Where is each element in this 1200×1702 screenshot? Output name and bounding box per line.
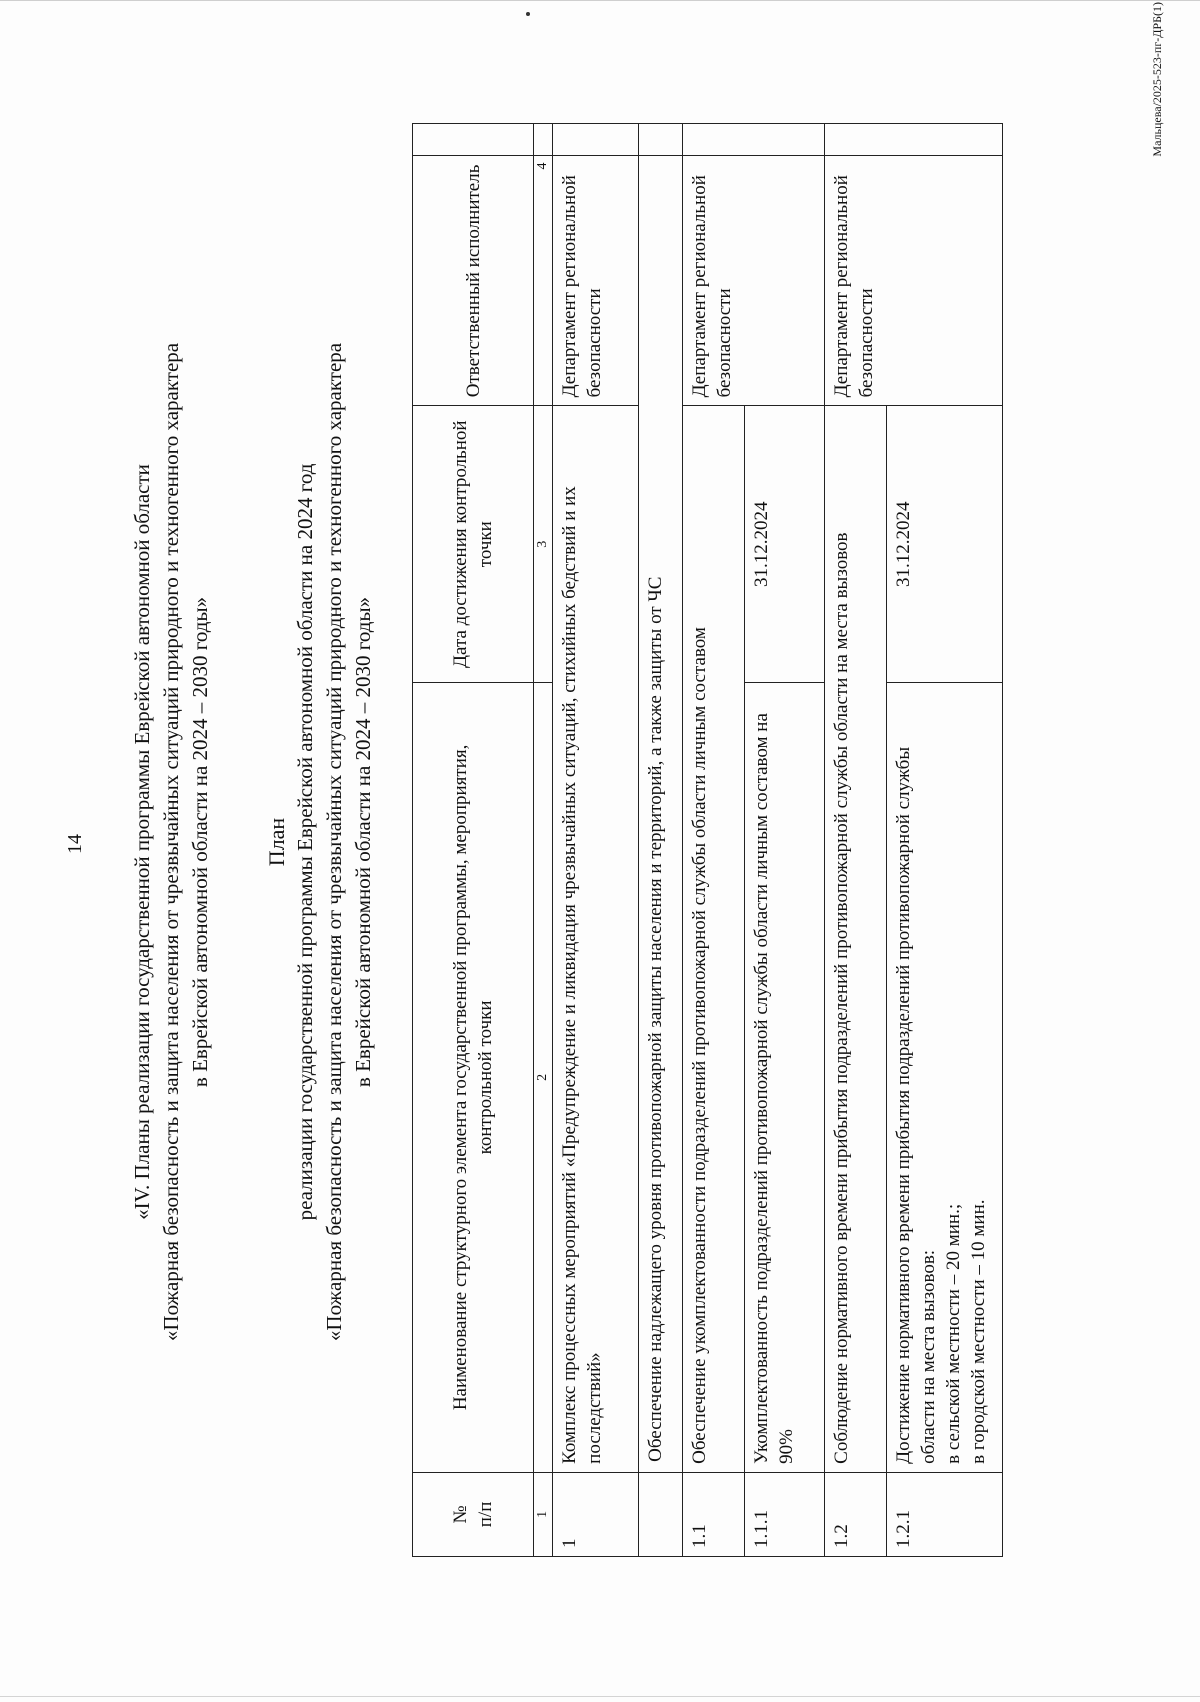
row-name: Соблюдение нормативного времени прибытия подразделений противопожарной службы области на места вызовов — [825, 406, 887, 1472]
row-num: 1.2 — [825, 1472, 887, 1556]
plan-title — [262, 62, 378, 1622]
row-full-text: Обеспечение надлежащего уровня противопожарной защиты населения и территорий, а также защиты от ЧС — [639, 156, 683, 1472]
section-title-line-1: «IV. Планы реализации государственной программы Еврейской автономной области — [130, 464, 154, 1220]
column-number: 3 — [534, 406, 553, 683]
row-name: Обеспечение укомплектованности подразделений противопожарной службы области личным составом — [683, 406, 745, 1472]
spacer-cell — [553, 124, 639, 156]
header-name: Наименование структурного элемента государственной программы, мероприятия, контрольной точки — [413, 682, 534, 1472]
document-code: Мальцева/2025-523-пг-ДРБ(1) — [1150, 2, 1164, 157]
row-name: Укомплектованность подразделений противопожарной службы области личным составом на 90% — [745, 682, 825, 1472]
header-date: Дата достижения контрольной точки — [413, 406, 534, 683]
table-header-row — [413, 124, 534, 1557]
row-executor: Департамент региональной безопасности — [683, 156, 825, 406]
plan-title-line-2: «Пожарная безопасность и защита населения от чрезвычайных ситуаций природного и техногенного характера — [322, 342, 346, 1342]
table-row — [553, 124, 639, 1557]
header-spacer — [413, 124, 534, 156]
plan-table — [412, 123, 1003, 1557]
row-num: 1 — [553, 1472, 639, 1556]
spacer-cell — [825, 124, 1003, 156]
spacer-cell — [683, 124, 825, 156]
plan-title-line-3: в Еврейской автономной области на 2024 – 2030 годы» — [351, 596, 375, 1088]
row-name: Достижение нормативного времени прибытия подразделений противопожарной службы области на места вызовов: — [893, 746, 939, 1464]
row-executor: Департамент региональной безопасности — [825, 156, 1003, 406]
header-num: № п/п — [413, 1472, 534, 1556]
section-title-line-2: «Пожарная безопасность и защита населения от чрезвычайных ситуаций природного и техногенного характера — [159, 342, 183, 1342]
section-title-line-3: в Еврейской автономной области на 2024 – 2030 годы» — [188, 596, 212, 1088]
column-number-row — [534, 124, 553, 1557]
row-name-line-3: в городской местности – 10 мин. — [968, 1199, 989, 1464]
plan-heading: План — [264, 817, 289, 867]
column-number: 2 — [534, 682, 553, 1472]
spacer-cell — [534, 124, 553, 156]
row-executor: Департамент региональной безопасности — [553, 156, 639, 406]
column-number: 4 — [534, 156, 553, 406]
table-row — [639, 124, 683, 1557]
row-date: 31.12.2024 — [745, 406, 825, 683]
section-title — [128, 62, 215, 1622]
table-row — [683, 124, 745, 1557]
row-num: 1.1.1 — [745, 1472, 825, 1556]
row-num: 1.2.1 — [887, 1472, 1003, 1556]
page-number: 14 — [64, 834, 86, 854]
column-number: 1 — [534, 1472, 553, 1556]
row-name-cell — [887, 682, 1003, 1472]
table-row — [825, 124, 887, 1557]
row-date: 31.12.2024 — [887, 406, 1003, 683]
row-name: Комплекс процессных мероприятий «Предупреждение и ликвидация чрезвычайных ситуаций, стихийных бедствий и их последствий» — [553, 406, 639, 1472]
header-executor: Ответственный исполнитель — [413, 156, 534, 406]
spacer-cell — [639, 124, 683, 156]
row-num: 1.1 — [683, 1472, 745, 1556]
plan-title-line-1: реализации государственной программы Еврейской автономной области на 2024 год — [293, 463, 317, 1221]
row-num-empty — [639, 1472, 683, 1556]
row-name-line-2: в сельской местности – 20 мин.; — [943, 1203, 964, 1464]
